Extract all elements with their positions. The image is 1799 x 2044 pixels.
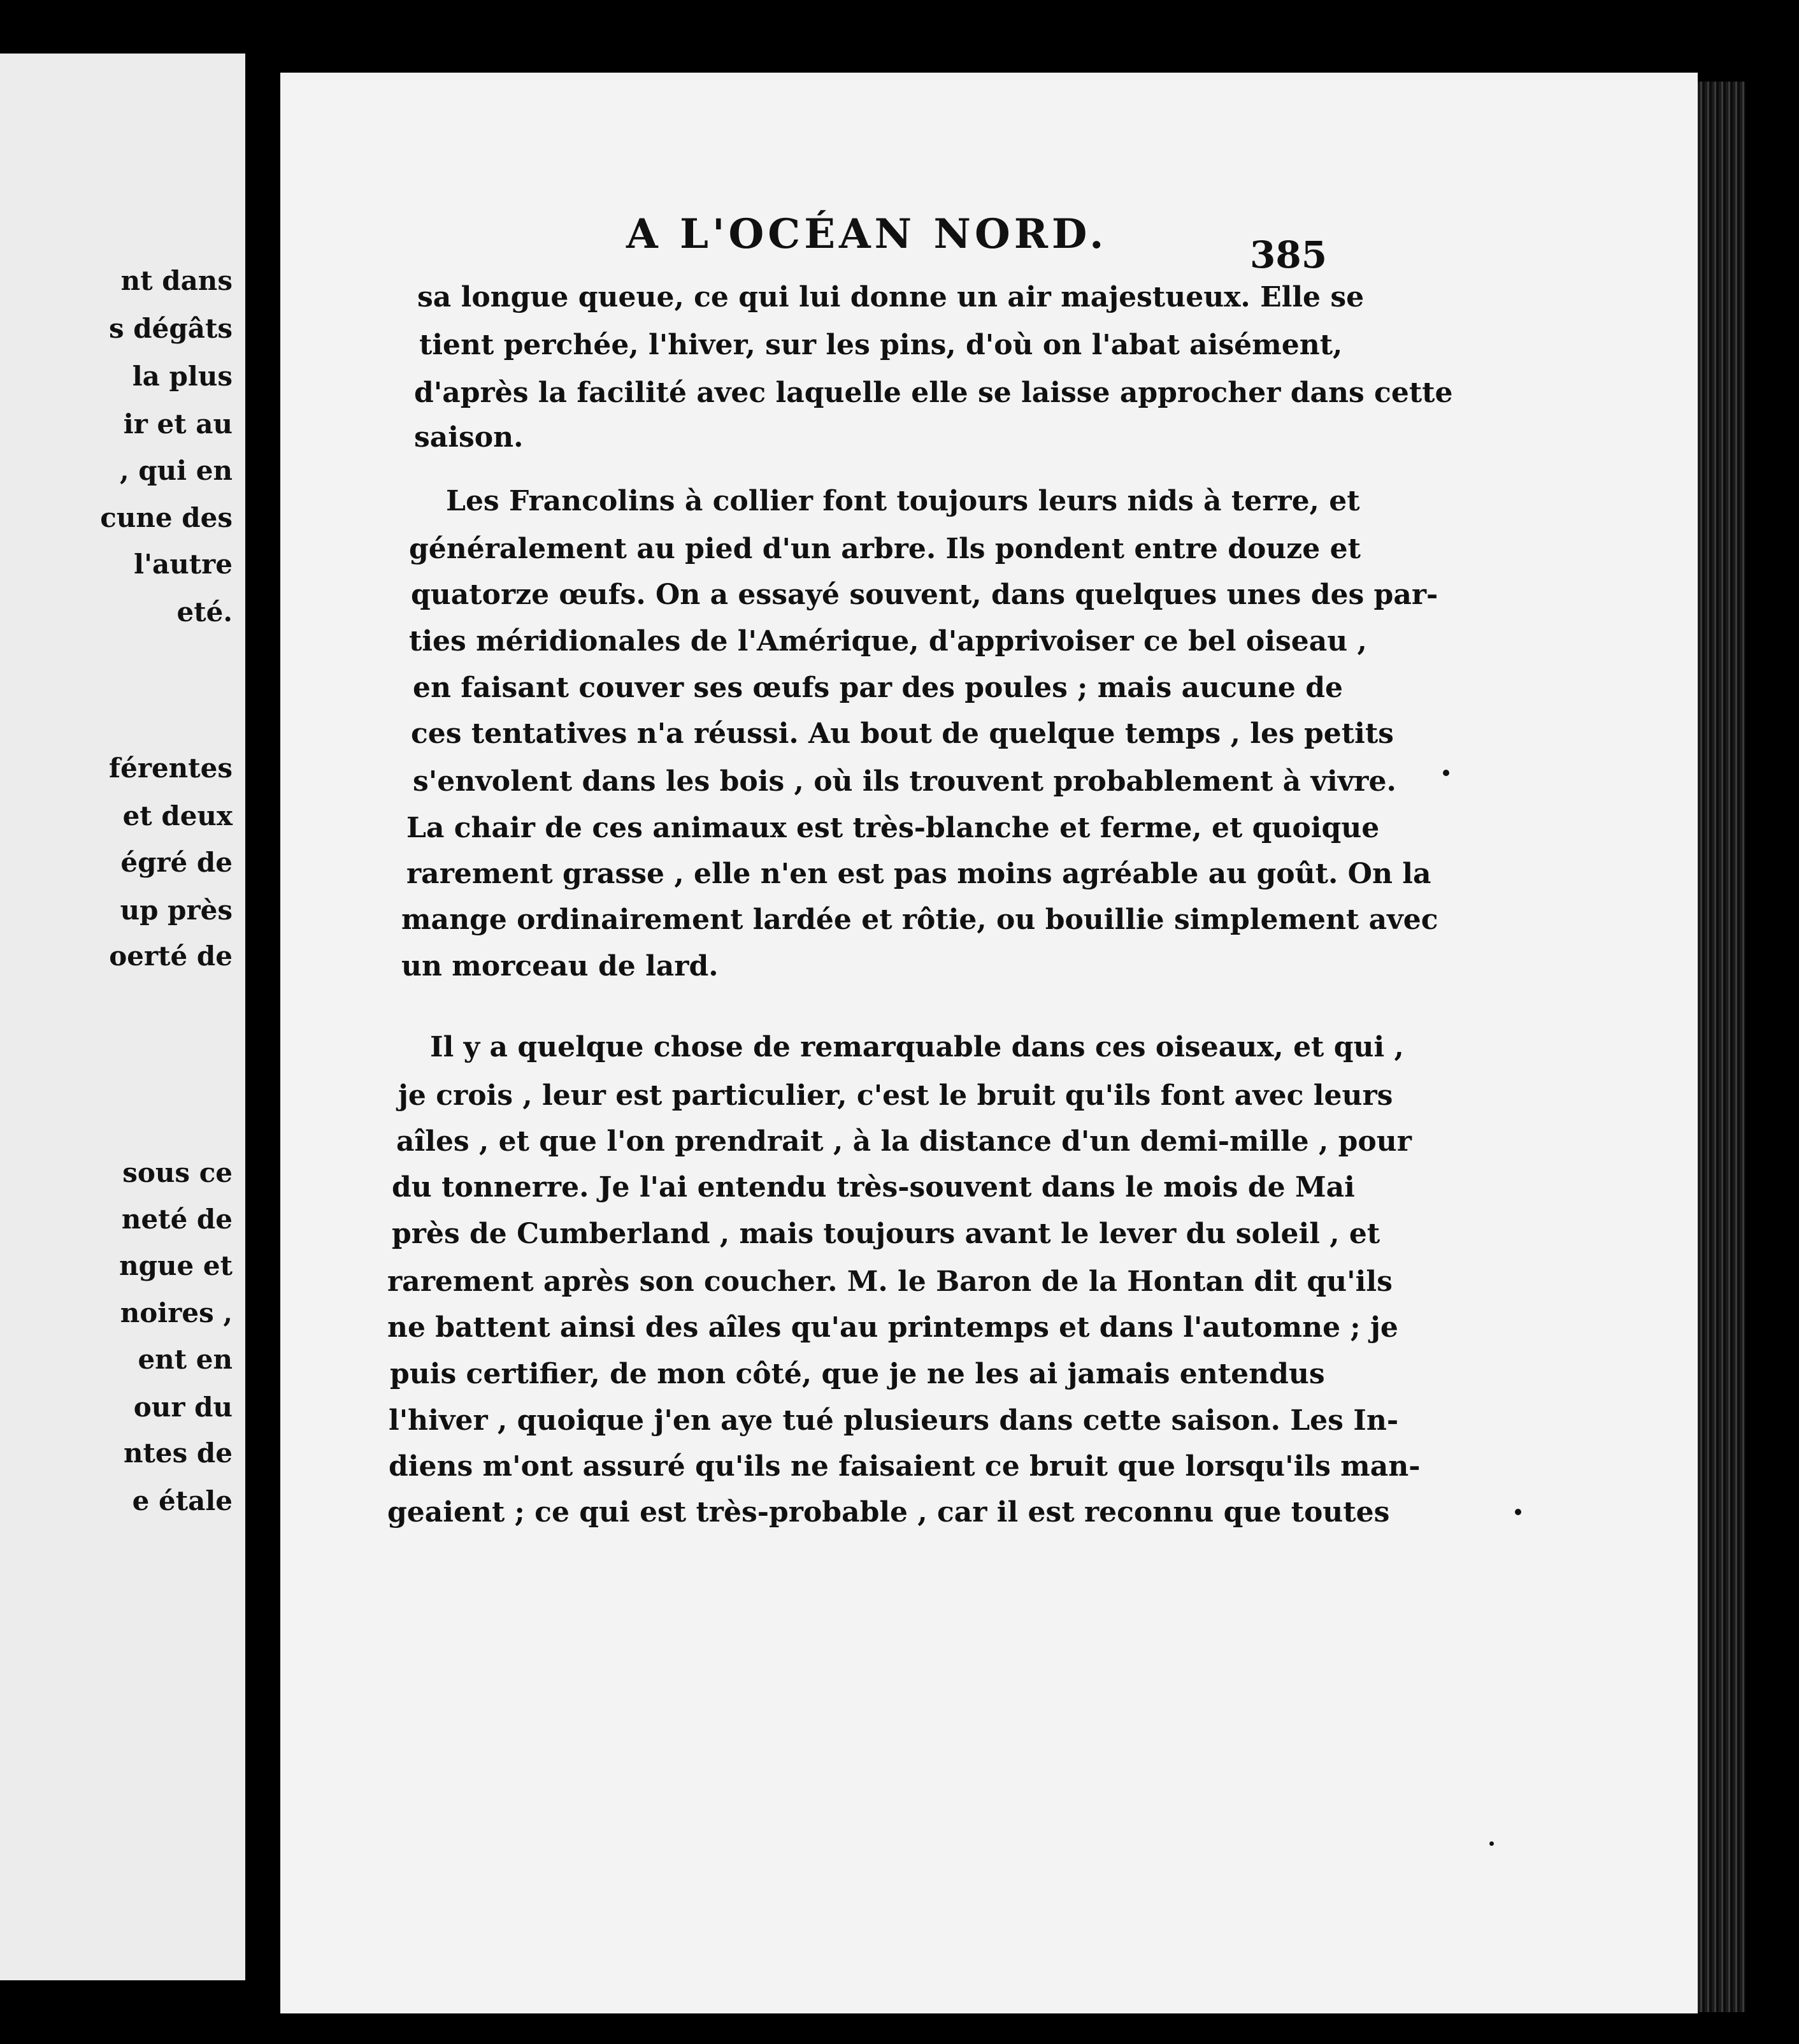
- previous-page-line: up près: [120, 895, 233, 926]
- speck: [1489, 1841, 1494, 1846]
- previous-page-line: nt dans: [120, 265, 233, 296]
- text-line: rarement grasse , elle n'en est pas moins agréable au goût. On la: [406, 858, 1431, 890]
- text-line: ces tentatives n'a réussi. Au bout de quelque temps , les petits: [411, 717, 1394, 750]
- previous-page-line: oerté de: [109, 940, 233, 972]
- text-line: ties méridionales de l'Amérique, d'apprivoiser ce bel oiseau ,: [409, 625, 1367, 658]
- previous-page-line: sous ce: [122, 1157, 233, 1188]
- text-line: sa longue queue, ce qui lui donne un air majestueux. Elle se: [417, 281, 1365, 313]
- text-line: quatorze œufs. On a essayé souvent, dans quelques unes des par-: [411, 579, 1438, 611]
- text-line: saison.: [414, 421, 524, 454]
- running-head: A L'OCÉAN NORD.: [626, 210, 1108, 258]
- text-line: l'hiver , quoique j'en aye tué plusieurs dans cette saison. Les In-: [389, 1404, 1399, 1437]
- speck: [1443, 770, 1449, 776]
- previous-page-line: férentes: [109, 752, 233, 784]
- previous-page-line: l'autre: [134, 549, 233, 580]
- previous-page-line: et deux: [122, 800, 233, 831]
- previous-page-line: , qui en: [120, 455, 233, 486]
- text-line: s'envolent dans les bois , où ils trouvent probablement à vivre.: [413, 765, 1396, 798]
- previous-page-line: neté de: [121, 1204, 233, 1235]
- previous-page-line: égré de: [120, 847, 233, 878]
- text-line: Il y a quelque chose de remarquable dans ces oiseaux, et qui ,: [430, 1031, 1404, 1063]
- previous-page-line: ir et au: [123, 408, 233, 440]
- text-line: ne battent ainsi des aîles qu'au printemps et dans l'automne ; je: [387, 1311, 1398, 1344]
- previous-page-line: cune des: [100, 502, 233, 533]
- previous-page-line: noires ,: [120, 1297, 233, 1328]
- text-line: puis certifier, de mon côté, que je ne les ai jamais entendus: [390, 1358, 1325, 1390]
- previous-page-line: ngue et: [119, 1250, 233, 1281]
- page-number: 385: [1250, 233, 1328, 277]
- text-line: mange ordinairement lardée et rôtie, ou bouillie simplement avec: [401, 903, 1438, 936]
- previous-page-line: s dégâts: [109, 313, 233, 344]
- previous-page-line: e étale: [132, 1485, 233, 1516]
- text-line: en faisant couver ses œufs par des poules ; mais aucune de: [413, 672, 1343, 704]
- previous-page-line: ent en: [138, 1344, 233, 1375]
- text-line: tient perchée, l'hiver, sur les pins, d'où on l'abat aisément,: [419, 329, 1343, 361]
- previous-page-line: eté.: [176, 596, 233, 628]
- text-line: généralement au pied d'un arbre. Ils pondent entre douze et: [409, 533, 1361, 565]
- text-line: La chair de ces animaux est très-blanche et ferme, et quoique: [406, 812, 1380, 844]
- text-line: du tonnerre. Je l'ai entendu très-souvent dans le mois de Mai: [392, 1171, 1355, 1204]
- speck: [1515, 1509, 1521, 1515]
- text-line: un morceau de lard.: [401, 950, 719, 982]
- text-line: près de Cumberland , mais toujours avant le lever du soleil , et: [392, 1218, 1380, 1250]
- text-line: je crois , leur est particulier, c'est le bruit qu'ils font avec leurs: [398, 1079, 1393, 1112]
- text-line: rarement après son coucher. M. le Baron de la Hontan dit qu'ils: [387, 1265, 1393, 1298]
- text-line: geaient ; ce qui est très-probable , car il est reconnu que toutes: [387, 1496, 1390, 1529]
- text-line: d'après la facilité avec laquelle elle se laisse approcher dans cette: [414, 377, 1453, 409]
- previous-page-line: ntes de: [123, 1437, 233, 1469]
- previous-page-line: our du: [133, 1392, 233, 1423]
- text-line: Les Francolins à collier font toujours leurs nids à terre, et: [446, 485, 1360, 517]
- page-stack-edge: [1698, 82, 1745, 2012]
- previous-page-line: la plus: [132, 361, 233, 392]
- text-line: diens m'ont assuré qu'ils ne faisaient ce bruit que lorsqu'ils man-: [389, 1450, 1421, 1483]
- text-line: aîles , et que l'on prendrait , à la distance d'un demi-mille , pour: [396, 1125, 1412, 1158]
